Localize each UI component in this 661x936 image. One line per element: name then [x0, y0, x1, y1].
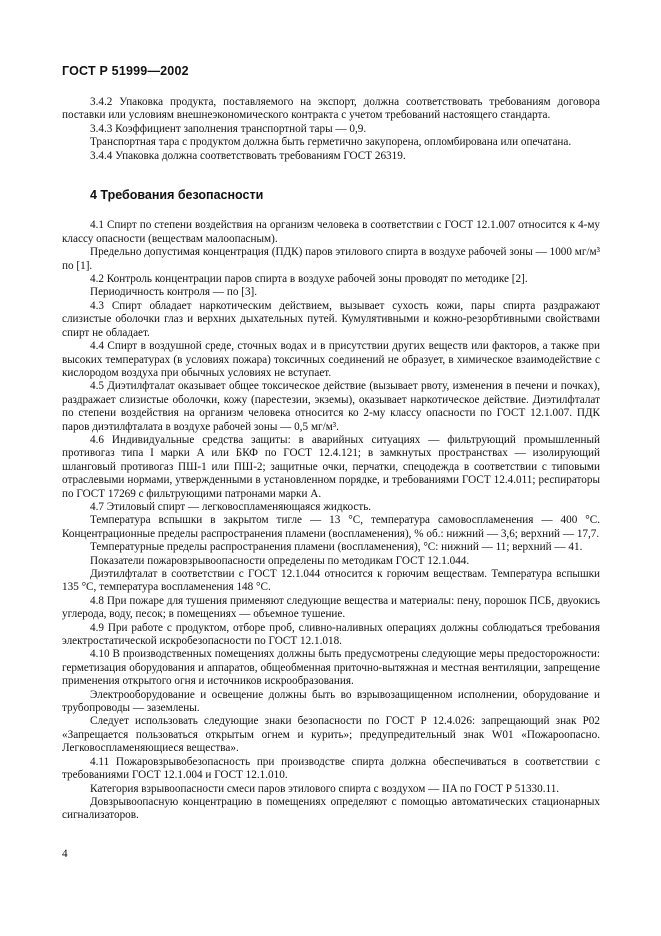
paragraph-safety-signs: Следует использовать следующие знаки безопасности по ГОСТ Р 12.4.026: запрещающий знак Р02 «Запрещается пользоваться открытым огнем и курить»; предупредительный знак W01 «Пожароопасно. Легковоспламеняющиеся вещества». [62, 715, 600, 755]
paragraph-4-7: 4.7 Этиловый спирт — легковоспламеняющаяся жидкость. [90, 500, 372, 513]
doc-code: ГОСТ Р 51999—2002 [62, 64, 189, 78]
paragraph-4-8: 4.8 При пожаре для тушения применяют следующие вещества и материалы: пену, порошок ПСБ, двуокись углерода, воду, песок; в помещениях — объемное тушение. [62, 594, 600, 621]
paragraph-sensors: Довзрывоопасную концентрацию в помещениях определяют с помощью автоматических стационарных сигнализаторов. [62, 795, 600, 822]
paragraph-fire-indicators: Показатели пожаровзрывоопасности определены по методикам ГОСТ 12.1.044. [90, 554, 470, 567]
paragraph-4-11: 4.11 Пожаровзрывобезопасность при производстве спирта должна обеспечиваться в соответствии с требованиями ГОСТ 12.1.004 и ГОСТ 12.1.010. [62, 755, 600, 782]
paragraph-diethylphthalate-flammability: Диэтилфталат в соответствии с ГОСТ 12.1.044 относится к горючим веществам. Температура вспышки 135 °С, температура воспламенения 148 °С. [62, 568, 600, 594]
paragraph-3-4-4: 3.4.4 Упаковка должна соответствовать требованиям ГОСТ 26319. [90, 149, 406, 162]
document-header [62, 64, 189, 78]
paragraph-3-4-3: 3.4.3 Коэффициент заполнения транспортной тары — 0,9. [90, 122, 367, 135]
section-title: 4 Требования безопасности [90, 188, 264, 203]
paragraph-4-3: 4.3 Спирт обладает наркотическим действием, вызывает сухость кожи, пары спирта раздражают слизистые оболочки глаз и верхних дыхательных путей. Кумулятивными и кожно-резорбтивными свойствами спирт не обладает. [62, 299, 600, 339]
page-content [62, 96, 600, 823]
paragraph-explosion-category: Категория взрывоопасности смеси паров этилового спирта с воздухом — IIA по ГОСТ Р 51330.11. [90, 782, 560, 795]
page-number: 4 [62, 848, 68, 860]
paragraph-flash-point: Температура вспышки в закрытом тигле — 13 °С, температура самовоспламенения — 400 °С. Концентрационные пределы распространения пламени (воспламенения), % об.: нижний — 3,6; верхний — 17,7. [62, 514, 600, 540]
paragraph-4-9: 4.9 При работе с продуктом, отборе проб, сливно-наливных операциях должны соблюдаться требования электростатической искробезопасности по ГОСТ 12.1.018. [62, 621, 600, 648]
paragraph-pdk: Предельно допустимая концентрация (ПДК) паров этилового спирта в воздухе рабочей зоны — 1000 мг/м³ по [1]. [62, 246, 600, 272]
paragraph-temp-limits: Температурные пределы распространения пламени (воспламенения), °С: нижний — 11; верхний — 41. [90, 541, 583, 554]
paragraph-4-4: 4.4 Спирт в воздушной среде, сточных водах и в присутствии других веществ или факторов, а также при высоких температурах (в условиях пожара) токсичных соединений не образует, в химическое взаимодействие с кислородом воздуха при обычных условиях не вступает. [62, 340, 600, 379]
paragraph-electrical-equipment: Электрооборудование и освещение должны быть во взрывозащищенном исполнении, оборудование и трубопроводы — заземлены. [62, 688, 600, 715]
paragraph-4-1: 4.1 Спирт по степени воздействия на организм человека в соответствии с ГОСТ 12.1.007 относится к 4-му классу опасности (веществам малоопасным). [62, 219, 600, 245]
paragraph-3-4-2: 3.4.2 Упаковка продукта, поставляемого на экспорт, должна соответствовать требованиям договора поставки или условиям внешнеэкономического контракта с учетом требований настоящего стандарта. [62, 96, 600, 122]
paragraph-4-2: 4.2 Контроль концентрации паров спирта в воздухе рабочей зоны проводят по методике [2]. [90, 273, 528, 286]
paragraph-periodicity: Периодичность контроля — по [3]. [90, 286, 258, 299]
paragraph-transport-tare: Транспортная тара с продуктом должна быть герметично закупорена, опломбирована или опечатана. [90, 136, 572, 149]
paragraph-4-6: 4.6 Индивидуальные средства защиты: в аварийных ситуациях — фильтрующий промышленный противогаз типа I марки А или БКФ по ГОСТ 12.4.121; в замкнутых пространствах — изолирующий шланговый противогаз ПШ-1 или ПШ-2; защитные очки, перчатки, спецодежда в соответствии с типовыми отраслевыми нормами, утвержденными в установленном порядке, и требованиями ГОСТ 12.4.011; респираторы по ГОСТ 17269 с фильтрующими патронами марки А. [62, 433, 600, 500]
paragraph-4-10: 4.10 В производственных помещениях должны быть предусмотрены следующие меры предосторожности: герметизация оборудования и аппаратов, общеобменная приточно-вытяжная и местная вентиляции, запрещение применения открытого огня и источников искрообразования. [62, 648, 600, 688]
paragraph-4-5: 4.5 Диэтилфталат оказывает общее токсическое действие (вызывает рвоту, изменения в печени и почках), раздражает слизистые оболочки, кожу (парестезии, экземы), оказывает наркотическое действие. Диэтилфталат по степени воздействия на организм человека относится ко 2-му классу опасности по ГОСТ 12.1.007. ПДК паров диэтилфталата в воздухе рабочей зоны — 0,5 мг/м³. [62, 380, 600, 433]
